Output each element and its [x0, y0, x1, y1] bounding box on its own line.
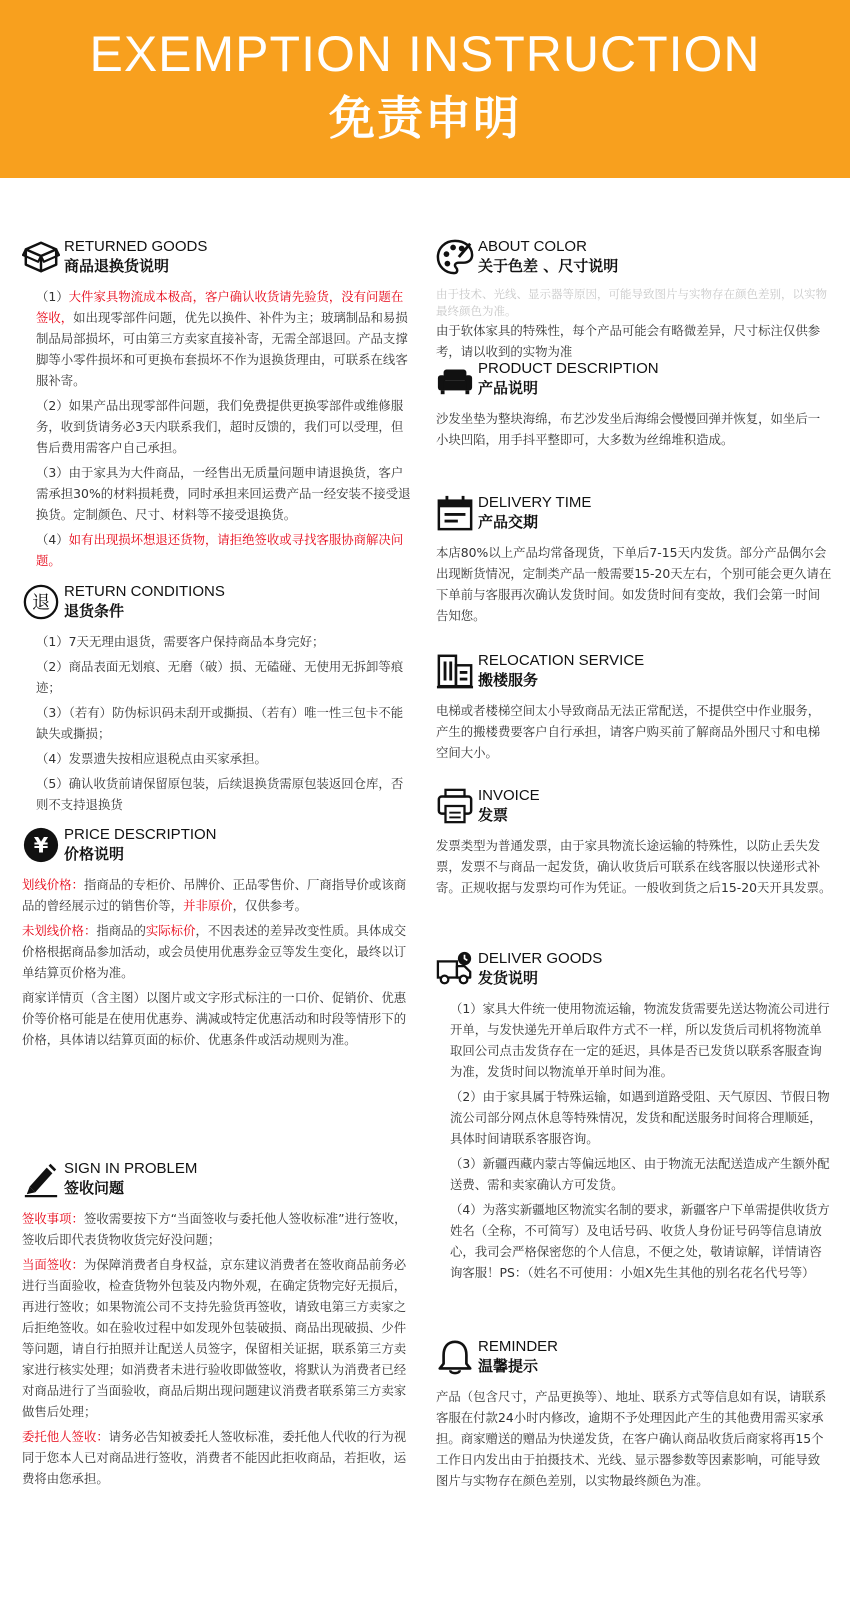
paragraph: （2）由于家具属于特殊运输，如遇到道路受阻、天气原因、节假日物流公司部分网点休息等特殊情况，发货和配送服务时间将合理顺延，具体时间请联系客服咨询。	[450, 1089, 830, 1146]
paragraph: 未划线价格：指商品的实际标价，不因表述的差异改变性质。具体成交价格根据商品参加活动，或会员使用优惠券金豆等发生变化，最终以订单结算页价格为准。	[22, 923, 407, 980]
section-header	[436, 1338, 832, 1378]
section-about-color	[436, 238, 832, 366]
section-header	[436, 238, 832, 278]
section-title-zh: 退货条件	[64, 602, 125, 620]
list-item: （4）发票遗失按相应退税点由买家承担。	[36, 751, 267, 766]
section-header	[436, 360, 832, 400]
section-title-en: RELOCATION SERVICE	[478, 652, 645, 669]
header-banner	[0, 0, 850, 178]
section-body	[436, 408, 832, 450]
section-header	[22, 238, 414, 278]
section-title-en: PRICE DESCRIPTION	[64, 826, 217, 843]
svg-text:退: 退	[31, 592, 51, 614]
faded-text: 由于技术、光线、显示器等原因，可能导致图片与实物存在颜色差别，以实物最终颜色为准。	[436, 287, 827, 318]
section-delivery-time	[436, 494, 832, 630]
section-header	[436, 950, 832, 990]
paragraph: 当面签收：为保障消费者自身权益，京东建议消费者在签收商品前务必进行当面验收，检查货物外包装及内物外观，在确定货物完好无损后，再进行签收；如果物流公司不支持先验货再签收，请致电第三方卖家之后拒绝签收。如在验收过程中如发现外包装破损、商品出现破损、少件等问题，请自行拍照并让配送人员签字，保留相关证据，联系第三方卖家进行核实处理；如消费者未进行验收即做签收，将默认为消费者已经对商品进行了当面验收，商品后期出现问题建议消费者联系第三方卖家做售后处理；	[22, 1257, 407, 1419]
section-title-zh: 搬楼服务	[478, 671, 539, 689]
header-title-zh: 免责申明	[329, 91, 521, 145]
section-title-zh: 签收问题	[64, 1179, 125, 1197]
section-title-zh: 商品退换货说明	[64, 257, 170, 275]
printer-icon	[436, 787, 474, 825]
section-return-conditions	[22, 583, 414, 819]
truck-icon	[436, 950, 474, 988]
section-title-zh: 发票	[478, 806, 509, 824]
section-header	[22, 826, 414, 866]
paragraph: 电梯或者楼梯空间太小导致商品无法正常配送，不提供空中作业服务，产生的搬楼费要客户自行承担，请客户购买前了解商品外围尺寸和电梯空间大小。	[436, 703, 821, 760]
section-header	[436, 787, 832, 827]
sofa-icon	[436, 360, 474, 398]
svg-text:¥: ¥	[33, 833, 49, 858]
section-reminder	[436, 1338, 832, 1495]
section-title-en: SIGN IN PROBLEM	[64, 1160, 198, 1177]
section-body	[436, 700, 832, 763]
paragraph: 划线价格：指商品的专柜价、吊牌价、正品零售价、厂商指导价或该商品的曾经展示过的销售价等，并非原价，仅供参考。	[22, 877, 407, 913]
pen-icon	[22, 1160, 60, 1198]
section-title-en: INVOICE	[478, 787, 540, 804]
section-sign-in-problem	[22, 1160, 414, 1493]
section-price-description	[22, 826, 414, 1054]
paragraph: 本店80%以上产品均常备现货，下单后7-15天内发货。部分产品偶尔会出现断货情况，定制类产品一般需要15-20天左右，个别可能会更久请在下单前与客服再次确认发货时间。如发货时间有变故，我们会第一时间告知您。	[436, 545, 832, 623]
calendar-icon	[436, 494, 474, 532]
box-icon	[22, 238, 60, 276]
section-title-zh: 产品说明	[478, 379, 539, 397]
section-title-en: PRODUCT DESCRIPTION	[478, 360, 659, 377]
paragraph: 发票类型为普通发票，由于家具物流长途运输的特殊性，以防止丢失发票，发票不与商品一起发货，确认收货后可联系在线客服以快递形式补寄。正规收据与发票均可作为凭证。一般收到货之后15-20天开具发票。	[436, 838, 832, 895]
paragraph: （4）为落实新疆地区物流实名制的要求，新疆客户下单需提供收货方姓名（全称，不可简写）及电话号码、收货人身份证号码等信息请放心，我司会严格保密您的个人信息，不便之处，敬请谅解，详情请咨询客服！PS：（姓名不可使用：小姐X先生其他的别名花名代号等）	[450, 1202, 830, 1280]
section-header	[22, 1160, 414, 1200]
section-title-en: RETURN CONDITIONS	[64, 583, 225, 600]
paragraph: （4）如有出现损坏想退还货物，请拒绝签收或寻找客服协商解决问题。	[36, 532, 404, 568]
section-title-en: DELIVER GOODS	[478, 950, 603, 967]
list-item: （2）商品表面无划痕、无磨（破）损、无磕碰、无使用无拆卸等痕迹；	[36, 659, 404, 695]
section-body	[22, 1208, 414, 1489]
section-product-description	[436, 360, 832, 454]
section-header	[436, 494, 832, 534]
list-item: （3）（若有）防伪标识码未刮开或撕损、（若有）唯一性三包卡不能缺失或撕损；	[36, 705, 404, 741]
paragraph: 委托他人签收：请务必告知被委托人签收标准，委托他人代收的行为视同于您本人已对商品进行签收，消费者不能因此拒收商品，若拒收，运费将由您承担。	[22, 1429, 407, 1486]
list-item: （1）7天无理由退货，需要客户保持商品本身完好；	[36, 634, 325, 649]
section-body	[436, 835, 832, 898]
paragraph: 签收事项：签收需要按下方“当面签收与委托他人签收标准”进行签收，签收后即代表货物收货完好没问题；	[22, 1211, 407, 1247]
section-title-en: ABOUT COLOR	[478, 238, 587, 255]
paragraph: 由于软体家具的特殊性，每个产品可能会有略微差异，尺寸标注仅供参考，请以收到的实物为准	[436, 323, 821, 359]
building-icon	[436, 652, 474, 690]
section-body	[22, 874, 414, 1050]
paragraph: （3）新疆西藏内蒙古等偏远地区、由于物流无法配送造成产生额外配送费、需和卖家确认方可发货。	[450, 1156, 830, 1192]
section-title-zh: 发货说明	[478, 969, 539, 987]
section-title-en: RETURNED GOODS	[64, 238, 208, 255]
palette-icon	[436, 238, 474, 276]
section-body	[436, 542, 832, 626]
paragraph: 商家详情页（含主图）以图片或文字形式标注的一口价、促销价、优惠价等价格可能是在使用优惠券、满减或特定优惠活动和时段等情形下的价格，具体请以结算页面的标价、优惠条件或活动规则为准。	[22, 990, 407, 1047]
paragraph: 产品（包含尺寸，产品更换等）、地址、联系方式等信息如有误，请联系客服在付款24小时内修改，逾期不予处理因此产生的其他费用需买家承担。商家赠送的赠品为快递发货，在客户确认商品收货后商家将再15个工作日内发出由于拍摄技术、光线、显示器参数等因素影响，可能导致图片与实物存在颜色差别，以实物最终颜色为准。	[436, 1389, 827, 1488]
section-title-zh: 产品交期	[478, 513, 539, 531]
section-title-zh: 关于色差 、尺寸说明	[478, 257, 619, 275]
paragraph: （3）由于家具为大件商品，一经售出无质量问题申请退换货，客户需承担30%的材料损耗费，同时承担来回运费产品一经安装不接受退换货。定制颜色、尺寸、材料等不接受退换货。	[36, 465, 411, 522]
return-icon	[22, 583, 60, 621]
section-invoice	[436, 787, 832, 902]
list-item: （5）确认收货前请保留原包装，后续退换货需原包装返回仓库，否则不支持退换货	[36, 776, 404, 812]
header-title-en: EXEMPTION INSTRUCTION	[89, 26, 761, 82]
section-body	[22, 631, 414, 815]
section-deliver-goods	[436, 950, 832, 1287]
paragraph: 沙发坐垫为整块海绵，布艺沙发坐后海绵会慢慢回弹并恢复，如坐后一小块凹陷，用手抖平整即可，大多数为丝绵堆积造成。	[436, 411, 821, 447]
section-returned-goods	[22, 238, 414, 575]
section-body	[436, 998, 832, 1283]
bell-icon	[436, 1338, 474, 1376]
section-body	[436, 1386, 832, 1491]
section-header	[22, 583, 414, 623]
section-body	[436, 286, 832, 362]
section-body	[22, 286, 414, 571]
section-header	[436, 652, 832, 692]
section-title-zh: 价格说明	[64, 845, 125, 863]
paragraph: （1）家具大件统一使用物流运输，物流发货需要先送达物流公司进行开单，与发快递先开单后取件方式不一样，所以发货后司机将物流单取回公司点击发货存在一定的延迟，具体是否已发货以联系客服查询为准，发货时间以物流单开单时间为准。	[450, 1001, 830, 1079]
section-title-en: DELIVERY TIME	[478, 494, 592, 511]
section-title-en: REMINDER	[478, 1338, 559, 1355]
section-title-zh: 温馨提示	[478, 1357, 539, 1375]
paragraph: （1）大件家具物流成本极高，客户确认收货请先验货，没有问题在签收，如出现零部件问题，优先以换件、补件为主；玻璃制品和易损制品局部损坏，可由第三方卖家直接补寄，无需全部退回。产品支撑脚等小零件损坏和可更换布套损坏不作为退换货理由，可联系在线客服补寄。	[36, 289, 408, 388]
section-relocation-service	[436, 652, 832, 767]
paragraph: （2）如果产品出现零部件问题，我们免费提供更换零部件或维修服务，收到货请务必3天内联系我们，超时反馈的，我们可以受理，但售后费用需客户自己承担。	[36, 398, 404, 455]
yen-icon	[22, 826, 60, 864]
